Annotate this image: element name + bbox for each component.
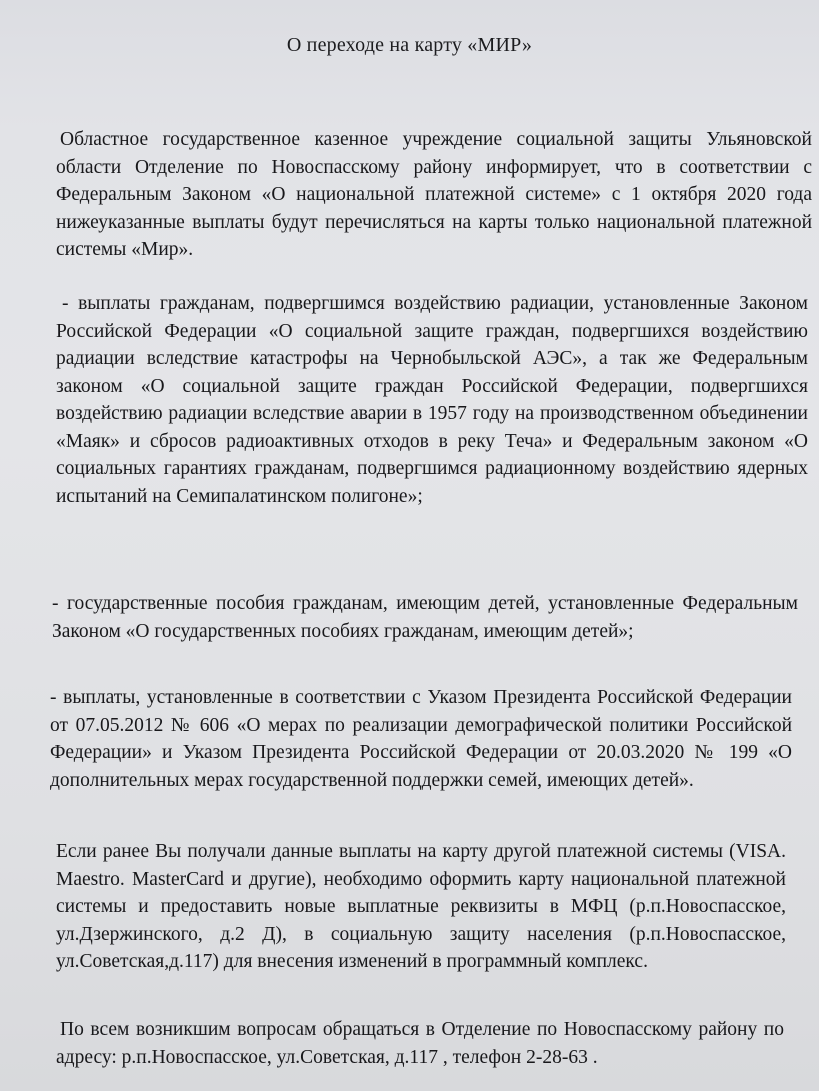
paragraph-contact-info: По всем возникшим вопросам обращаться в Отделение по Новоспасскому району по адресу: р.п.Новоспасское, ул.Советская, д.117 , телефон 2-28-63 . xyxy=(56,1019,784,1068)
paragraph-presidential-decree-payments: - выплаты, установленные в соответствии с Указом Президента Российской Федерации от 07.05.2012 № 606 «О мерах по реализации демографической политики Российской Федерации» и Указом Президента Российской Федерации от 20.03.2020 № 199 «О дополнительных мерах государственной поддержки семей, имеющих детей». xyxy=(50,687,792,791)
paragraph-intro: Областное государственное казенное учреждение социальной защиты Ульяновской области Отделение по Новоспасскому району информирует, что в соответствии с Федеральным Законом «О национальной платежной системе» с 1 октября 2020 года нижеуказанные выплаты будут перечисляться на карты только национальной платежной системы «Мир». xyxy=(56,129,812,260)
document-title: О переходе на карту «МИР» xyxy=(286,34,533,56)
paragraph-card-replacement-instructions: Если ранее Вы получали данные выплаты на карту другой платежной системы (VISA. Maestro. MasterCard и другие), необходимо оформить карту национальной платежной системы и предоставить новые выплатные реквизиты в МФЦ (р.п.Новоспасское, ул.Дзержинского, д.2 Д), в социальную защиту населения (р.п.Новоспасское, ул.Советская,д.117) для внесения изменений в программный комплекс. xyxy=(56,841,786,972)
paragraph-radiation-payments: - выплаты гражданам, подвергшимся воздействию радиации, установленные Законом Российской Федерации «О социальной защите граждан, подвергшихся воздействию радиации вследствие катастрофы на Чернобыльской АЭС», а так же Федеральным законом «О социальной защите граждан Российской Федерации, подвергшихся воздействию радиации вследствие аварии в 1957 году на производственном объединении «Маяк» и сбросов радиоактивных отходов в реку Теча» и Федеральным законом «О социальных гарантиях гражданам, подвергшимся радиационному воздействию ядерных испытаний на Семипалатинском полигоне»; xyxy=(56,293,808,507)
paragraph-child-benefits: - государственные пособия гражданам, имеющим детей, установленные Федеральным Законом «О государственных пособиях гражданам, имеющим детей»; xyxy=(52,593,798,642)
